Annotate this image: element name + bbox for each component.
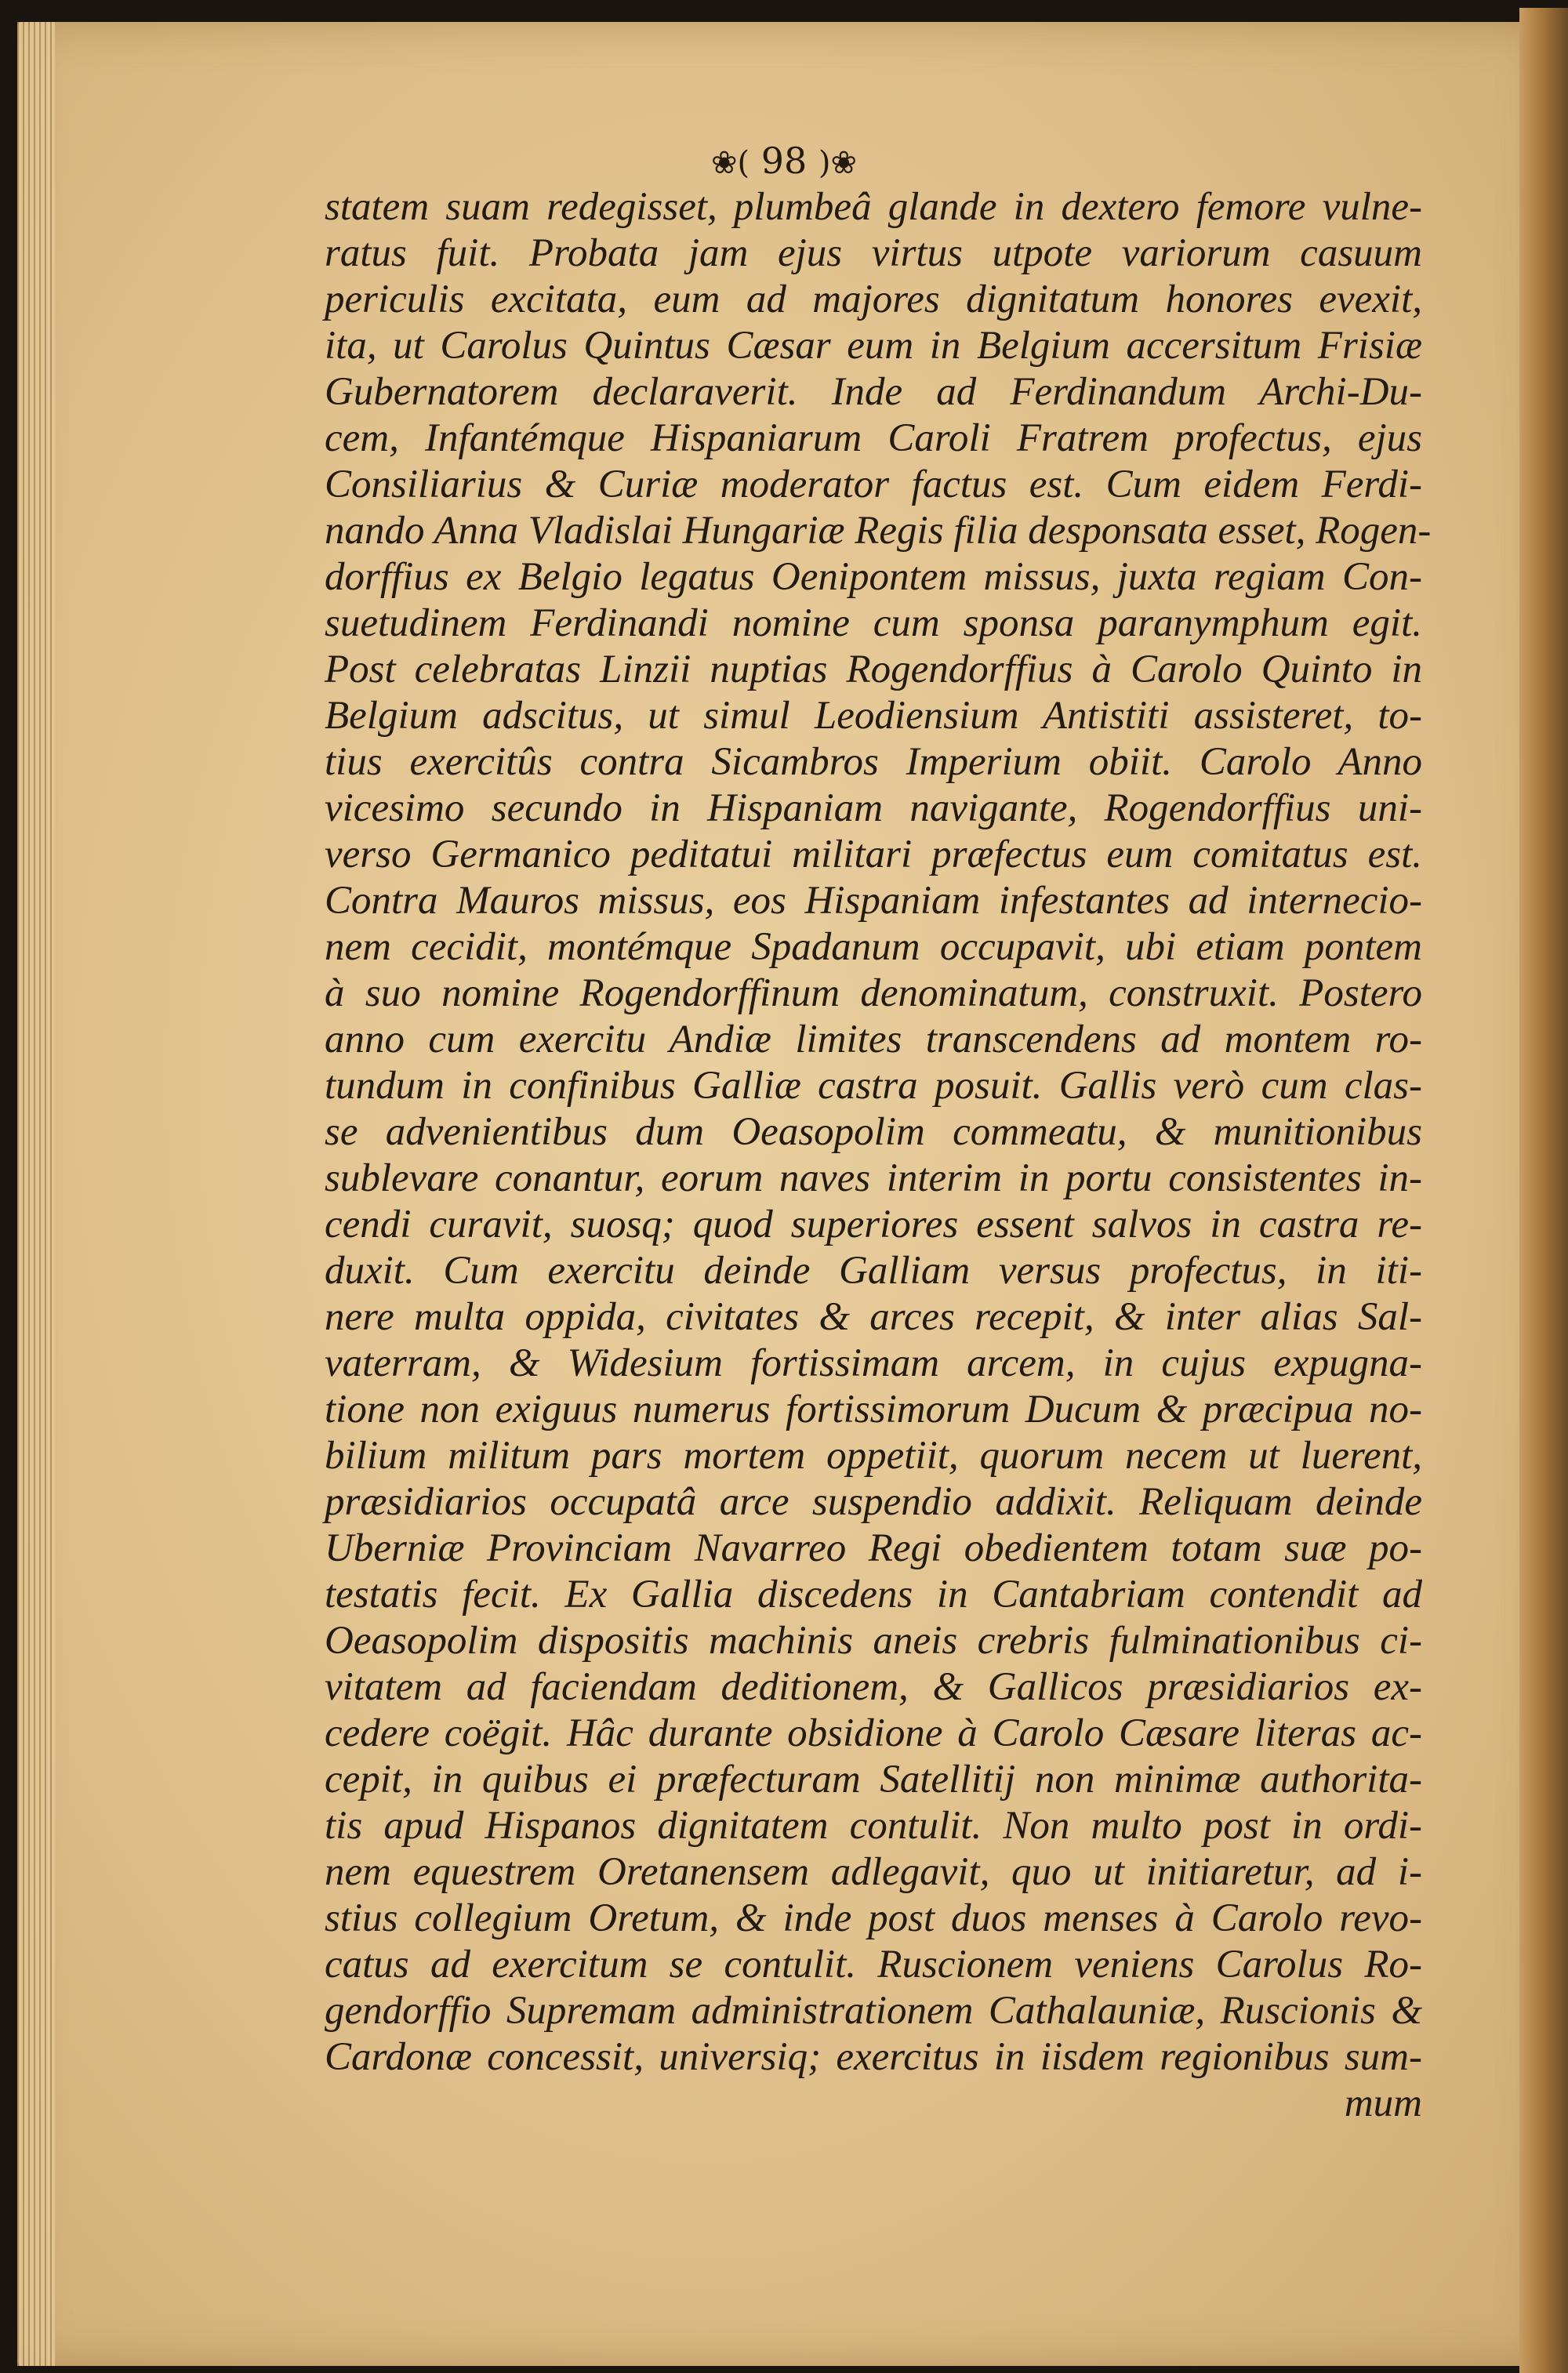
text-line: duxit. Cum exercitu deinde Galliam versus profectus, in iti- (325, 1249, 1422, 1293)
text-line: Consiliarius & Curiæ moderator factus est. Cum eidem Ferdi- (325, 463, 1422, 506)
text-line: Oeasopolim dispositis machinis aneis crebris fulminationibus ci- (325, 1619, 1422, 1663)
text-line: Post celebratas Linzii nuptias Rogendorffius à Carolo Quinto in (325, 648, 1422, 691)
text-line: statem suam redegisset, plumbeâ glande in dextero femore vulne- (325, 185, 1422, 229)
text-line: Belgium adscitus, ut simul Leodiensium Antistiti assisteret, to- (325, 694, 1422, 738)
right-ornament-icon: )❀ (818, 145, 858, 181)
text-line: verso Germanico peditatui militari præfectus eum comitatus est. (325, 833, 1422, 876)
text-line: vitatem ad faciendam deditionem, & Gallicos præsidiarios ex- (325, 1665, 1422, 1709)
text-line: cem, Infantémque Hispaniarum Caroli Fratrem profectus, ejus (325, 416, 1422, 460)
text-line: tis apud Hispanos dignitatem contulit. Non multo post in ordi- (325, 1804, 1422, 1848)
text-line: cepit, in quibus ei præfecturam Satellitij non minimæ authorita- (325, 1758, 1422, 1802)
text-line: à suo nomine Rogendorffinum denominatum, construxit. Postero (325, 971, 1422, 1015)
text-line: nem equestrem Oretanensem adlegavit, quo ut initiaretur, ad i- (325, 1850, 1422, 1894)
page-fore-edge (1519, 8, 1568, 2373)
text-line: testatis fecit. Ex Gallia discedens in Cantabriam contendit ad (325, 1573, 1422, 1616)
text-line: nando Anna Vladislai Hungariæ Regis filia desponsata esset, Rogen- (325, 509, 1432, 553)
text-line: vaterram, & Widesium fortissimam arcem, in cujus expugna- (325, 1341, 1422, 1385)
text-line: tius exercitûs contra Sicambros Imperium obiit. Carolo Anno (325, 740, 1422, 784)
text-line: tione non exiguus numerus fortissimorum Ducum & præcipua no- (325, 1388, 1422, 1431)
text-line: nere multa oppida, civitates & arces recepit, & inter alias Sal- (325, 1295, 1422, 1339)
text-line: periculis excitata, eum ad majores dignitatum honores evexit, (325, 278, 1422, 321)
left-ornament-icon: ❀( (710, 145, 750, 181)
body-text (325, 184, 1432, 2127)
text-line: bilium militum pars mortem oppetiit, quorum necem ut luerent, (325, 1434, 1422, 1478)
text-line: Cardonæ concessit, universiq; exercitus in iisdem regionibus sum- (325, 2035, 1422, 2079)
text-line: gendorffio Supremam administrationem Cathalauniæ, Ruscionis & (325, 1989, 1422, 2033)
text-line: catus ad exercitum se contulit. Ruscionem veniens Carolus Ro- (325, 1943, 1422, 1987)
binding-gutter (17, 22, 55, 2366)
text-line: præsidiarios occupatâ arce suspendio addixit. Reliquam deinde (325, 1480, 1422, 1524)
text-line: vicesimo secundo in Hispaniam navigante, Rogendorffius uni- (325, 786, 1422, 830)
text-line: tundum in confinibus Galliæ castra posuit. Gallis verò cum clas- (325, 1064, 1422, 1108)
text-line: anno cum exercitu Andiæ limites transcendens ad montem ro- (325, 1018, 1422, 1061)
text-line: stius collegium Oretum, & inde post duos menses à Carolo revo- (325, 1896, 1422, 1940)
text-line: Uberniæ Provinciam Navarreo Regi obedientem totam suæ po- (325, 1526, 1422, 1570)
catchword: mum (1344, 2081, 1422, 2125)
page-header (0, 140, 1568, 182)
text-line: ratus fuit. Probata jam ejus virtus utpote variorum casuum (325, 231, 1422, 275)
text-line: sublevare conantur, eorum naves interim in portu consistentes in- (325, 1156, 1422, 1200)
text-line: cedere coëgit. Hâc durante obsidione à Carolo Cæsare literas ac- (325, 1711, 1422, 1755)
text-line: Contra Mauros missus, eos Hispaniam infestantes ad internecio- (325, 879, 1422, 923)
text-line: dorffius ex Belgio legatus Oenipontem missus, juxta regiam Con- (325, 555, 1422, 599)
text-line: nem cecidit, montémque Spadanum occupavit, ubi etiam pontem (325, 925, 1422, 969)
text-line: ita, ut Carolus Quintus Cæsar eum in Belgium accersitum Frisiæ (325, 324, 1422, 368)
page-number: 98 (760, 140, 808, 182)
text-line: se advenientibus dum Oeasopolim commeatu, & munitionibus (325, 1110, 1422, 1154)
text-line: suetudinem Ferdinandi nomine cum sponsa paranymphum egit. (325, 601, 1422, 645)
text-line: cendi curavit, suosq; quod superiores essent salvos in castra re- (325, 1203, 1422, 1246)
text-line: Gubernatorem declaraverit. Inde ad Ferdinandum Archi-Du- (325, 370, 1422, 414)
